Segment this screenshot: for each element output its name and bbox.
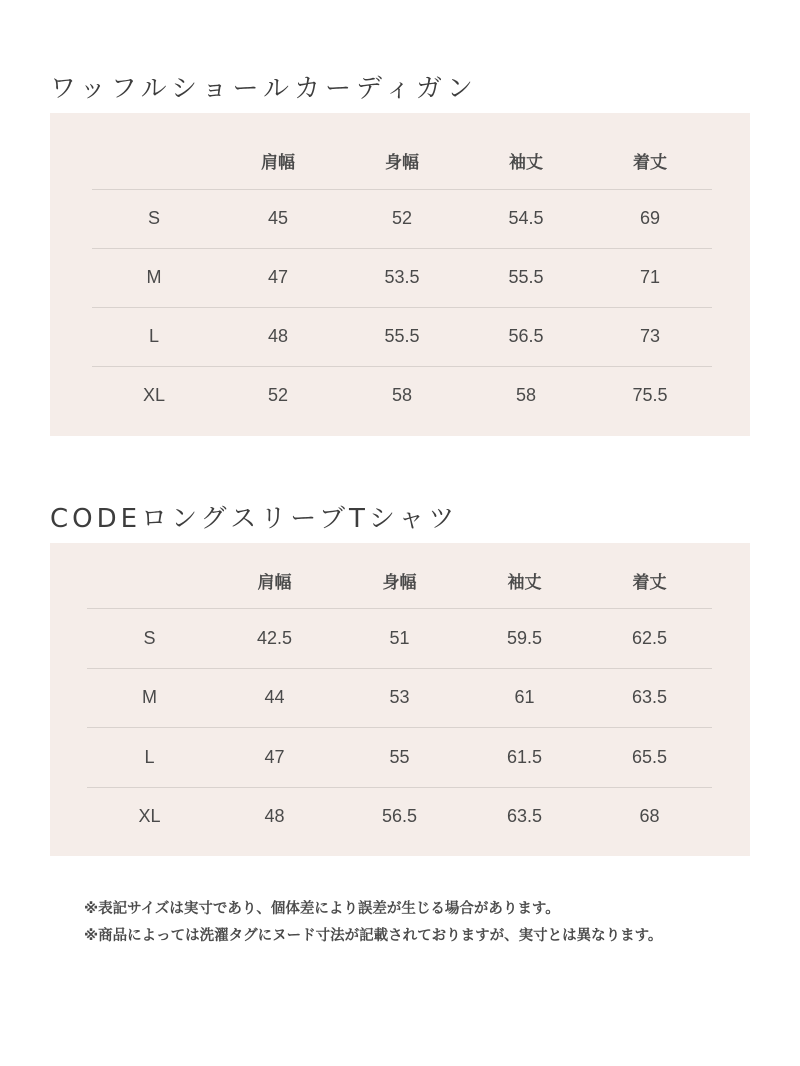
cell-sleeve: 56.5 xyxy=(464,307,588,366)
table-row xyxy=(87,668,712,727)
cell-sleeve: 61 xyxy=(462,668,587,727)
cell-sleeve: 59.5 xyxy=(462,608,587,668)
cell-length: 68 xyxy=(587,787,712,846)
table-row xyxy=(92,248,712,307)
cell-shoulder: 48 xyxy=(216,307,340,366)
header-chest: 身幅 xyxy=(385,153,419,174)
header-chest: 身幅 xyxy=(382,572,417,593)
table-row xyxy=(87,727,712,787)
notes-block xyxy=(84,896,734,950)
header-sleeve: 袖丈 xyxy=(507,572,542,593)
cell-shoulder: 45 xyxy=(216,189,340,248)
cell-chest: 55.5 xyxy=(340,307,464,366)
cell-length: 73 xyxy=(588,307,712,366)
cell-chest: 51 xyxy=(337,608,462,668)
cell-length: 63.5 xyxy=(587,668,712,727)
cell-chest: 58 xyxy=(340,366,464,425)
table-row xyxy=(92,189,712,248)
table2-panel xyxy=(50,543,750,856)
size-table-2 xyxy=(87,553,712,846)
note-nude-size: ※商品によっては洗濯タグにヌード寸法が記載されておりますが、実寸とは異なります。 xyxy=(84,928,663,944)
size-label: M xyxy=(92,248,216,307)
size-label: XL xyxy=(92,366,216,425)
table2-title: CODEロングスリーブTシャツ xyxy=(50,504,459,534)
size-label: M xyxy=(87,668,212,727)
cell-shoulder: 52 xyxy=(216,366,340,425)
cell-sleeve: 61.5 xyxy=(462,727,587,787)
table1-title: ワッフルショールカーディガン xyxy=(50,74,478,104)
header-empty xyxy=(87,553,212,608)
size-table-1 xyxy=(92,133,712,425)
cell-shoulder: 47 xyxy=(212,727,337,787)
cell-chest: 52 xyxy=(340,189,464,248)
header-empty xyxy=(92,133,216,189)
size-label: L xyxy=(92,307,216,366)
size-label: S xyxy=(87,608,212,668)
header-sleeve: 袖丈 xyxy=(509,153,543,174)
cell-length: 65.5 xyxy=(587,727,712,787)
header-shoulder: 肩幅 xyxy=(261,153,295,174)
cell-chest: 55 xyxy=(337,727,462,787)
table-row xyxy=(87,608,712,668)
table-header-row xyxy=(87,553,712,608)
cell-shoulder: 48 xyxy=(212,787,337,846)
table1-panel xyxy=(50,113,750,436)
header-length: 着丈 xyxy=(632,572,667,593)
size-label: L xyxy=(87,727,212,787)
cell-chest: 53.5 xyxy=(340,248,464,307)
table-header-row xyxy=(92,133,712,189)
cell-shoulder: 47 xyxy=(216,248,340,307)
cell-length: 62.5 xyxy=(587,608,712,668)
header-length: 着丈 xyxy=(633,153,667,174)
cell-shoulder: 44 xyxy=(212,668,337,727)
cell-chest: 53 xyxy=(337,668,462,727)
cell-length: 75.5 xyxy=(588,366,712,425)
size-label: S xyxy=(92,189,216,248)
cell-length: 71 xyxy=(588,248,712,307)
cell-sleeve: 54.5 xyxy=(464,189,588,248)
size-label: XL xyxy=(87,787,212,846)
cell-sleeve: 58 xyxy=(464,366,588,425)
cell-sleeve: 63.5 xyxy=(462,787,587,846)
header-shoulder: 肩幅 xyxy=(257,572,292,593)
note-measurement: ※表記サイズは実寸であり、個体差により誤差が生じる場合があります。 xyxy=(84,901,560,917)
cell-chest: 56.5 xyxy=(337,787,462,846)
table-row xyxy=(87,787,712,846)
cell-length: 69 xyxy=(588,189,712,248)
table-row xyxy=(92,307,712,366)
cell-shoulder: 42.5 xyxy=(212,608,337,668)
cell-sleeve: 55.5 xyxy=(464,248,588,307)
table-row xyxy=(92,366,712,425)
